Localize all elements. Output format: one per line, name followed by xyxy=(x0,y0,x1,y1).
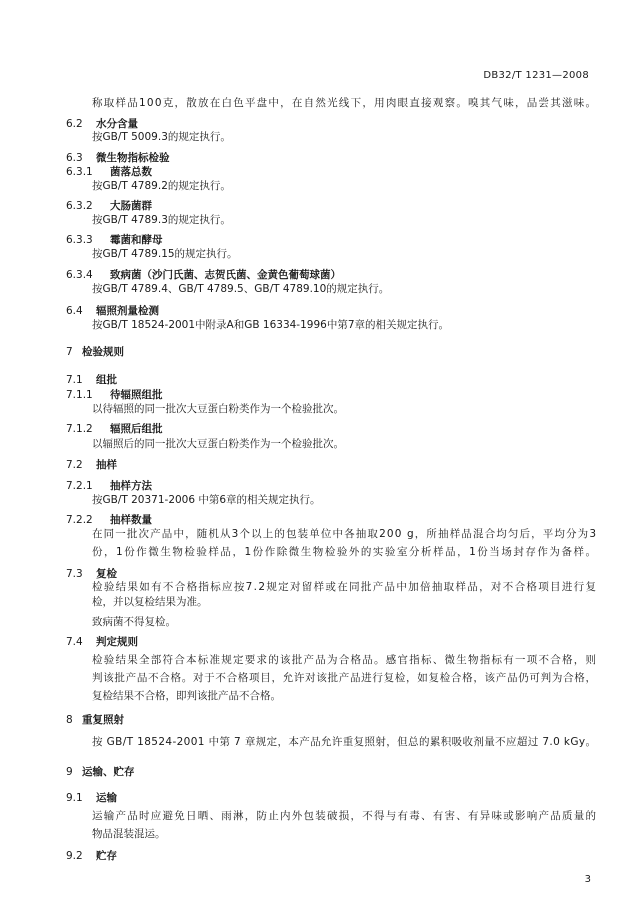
section-heading xyxy=(66,373,117,387)
body-text: 按GB/T 4789.2的规定执行。 xyxy=(92,180,231,192)
section-title: 抽样 xyxy=(96,459,117,471)
body-text: 按 GB/T 18524-2001 中第 7 章规定，本产品允许重复照射，但总的累积吸收剂量不应超过 7.0 kGy。 xyxy=(92,736,597,748)
body-text: 在同一批次产品中，随机从3个以上的包装单位中各抽取200 g，所抽样品混合均匀后，平均分为3 xyxy=(92,528,598,540)
section-heading xyxy=(66,422,163,436)
section-title: 辐照剂量检测 xyxy=(96,305,159,317)
section-title: 运输、贮存 xyxy=(82,766,135,778)
section-title: 运输 xyxy=(96,792,117,804)
page-number: 3 xyxy=(584,874,591,885)
section-title: 致病菌（沙门氏菌、志贺氏菌、金黄色葡萄球菌） xyxy=(110,269,341,281)
section-number: 6.3.2 xyxy=(66,200,93,212)
body-text: 按GB/T 18524-2001中附录A和GB 16334-1996中第7章的相关规定执行。 xyxy=(92,319,449,331)
paragraph-line xyxy=(92,179,231,193)
section-heading xyxy=(66,268,341,282)
section-title: 菌落总数 xyxy=(110,166,152,178)
section-number: 7.1.2 xyxy=(66,423,93,435)
section-title: 微生物指标检验 xyxy=(96,152,170,164)
body-text: 以待辐照的同一批次大豆蛋白粉类作为一个检验批次。 xyxy=(92,403,344,415)
standard-code: DB32/T 1231—2008 xyxy=(483,70,589,81)
paragraph-line xyxy=(92,595,208,609)
section-title: 检验规则 xyxy=(82,346,124,358)
paragraph-line xyxy=(92,96,597,110)
section-number: 7.2.2 xyxy=(66,514,93,526)
section-title: 复检 xyxy=(96,568,117,580)
section-number: 9.2 xyxy=(66,850,83,862)
section-number: 7.3 xyxy=(66,568,83,580)
body-text: 判该批产品不合格。对于不合格项目，允许对该批产品进行复检，如复检合格，该产品仍可判为合格， xyxy=(92,672,597,684)
section-heading xyxy=(66,233,163,247)
body-text: 称取样品100克，散放在白色平盘中，在自然光线下，用肉眼直接观察。嗅其气味，品尝其滋味。 xyxy=(92,97,598,109)
paragraph-line xyxy=(92,213,231,227)
section-number: 6.2 xyxy=(66,118,83,130)
body-text: 物品混装混运。 xyxy=(92,828,166,840)
paragraph-line xyxy=(92,130,231,144)
paragraph-line xyxy=(92,671,597,685)
section-title: 霉菌和酵母 xyxy=(110,234,163,246)
body-text: 按GB/T 20371-2006 中第6章的相关规定执行。 xyxy=(92,494,321,506)
section-heading xyxy=(66,479,152,493)
section-heading xyxy=(66,849,117,863)
section-heading xyxy=(66,304,159,318)
body-text: 致病菌不得复检。 xyxy=(92,616,176,628)
section-title: 组批 xyxy=(96,374,117,386)
body-text: 按GB/T 4789.4、GB/T 4789.5、GB/T 4789.10的规定执行。 xyxy=(92,283,390,295)
section-title: 重复照射 xyxy=(82,714,124,726)
section-heading xyxy=(66,388,163,402)
paragraph-line xyxy=(92,809,597,823)
paragraph-line xyxy=(92,735,596,749)
section-number: 7.4 xyxy=(66,636,83,648)
section-title: 辐照后组批 xyxy=(110,423,163,435)
section-title: 判定规则 xyxy=(96,636,138,648)
paragraph-line xyxy=(92,282,389,296)
section-heading xyxy=(66,635,138,649)
body-text: 按GB/T 5009.3的规定执行。 xyxy=(92,131,231,143)
section-heading xyxy=(66,165,152,179)
section-heading xyxy=(66,567,117,581)
section-number: 7.1 xyxy=(66,374,83,386)
body-text: 按GB/T 4789.15的规定执行。 xyxy=(92,248,238,260)
section-title: 水分含量 xyxy=(96,118,138,130)
section-title: 抽样方法 xyxy=(110,480,152,492)
paragraph-line xyxy=(92,545,598,559)
section-number: 7.2.1 xyxy=(66,480,93,492)
section-number: 7.2 xyxy=(66,459,83,471)
section-number: 6.4 xyxy=(66,305,83,317)
body-text: 检验结果如有不合格指标应按7.2规定对留样或在同批产品中加倍抽取样品，对不合格项目进行复 xyxy=(92,581,598,593)
section-number: 6.3.4 xyxy=(66,269,93,281)
body-text: 复检结果不合格，即判该批产品不合格。 xyxy=(92,690,281,702)
body-text: 份，1份作微生物检验样品，1份作除微生物检验外的实验室分析样品，1份当场封存作为备样。 xyxy=(92,546,598,558)
section-title: 待辐照组批 xyxy=(110,389,163,401)
body-text: 检，并以复检结果为准。 xyxy=(92,596,208,608)
section-heading xyxy=(66,117,138,131)
section-heading xyxy=(66,458,117,472)
section-title: 贮存 xyxy=(96,850,117,862)
section-heading xyxy=(66,791,117,805)
section-number: 6.3.1 xyxy=(66,166,93,178)
section-number: 9 xyxy=(66,766,73,778)
section-number: 6.3.3 xyxy=(66,234,93,246)
section-heading xyxy=(66,765,135,779)
body-text: 以辐照后的同一批次大豆蛋白粉类作为一个检验批次。 xyxy=(92,438,344,450)
paragraph-line xyxy=(92,437,344,451)
paragraph-line xyxy=(92,689,281,703)
section-heading xyxy=(66,513,152,527)
section-title: 抽样数量 xyxy=(110,514,152,526)
section-number: 9.1 xyxy=(66,792,83,804)
paragraph-line xyxy=(92,653,597,667)
body-text: 检验结果全部符合本标准规定要求的该批产品为合格品。感官指标、微生物指标有一项不合格，则 xyxy=(92,654,598,666)
paragraph-line xyxy=(92,827,166,841)
body-text: 按GB/T 4789.3的规定执行。 xyxy=(92,214,231,226)
paragraph-line xyxy=(92,402,344,416)
paragraph-line xyxy=(92,318,449,332)
paragraph-line xyxy=(92,580,597,594)
section-heading xyxy=(66,199,152,213)
section-heading xyxy=(66,345,124,359)
section-number: 7.1.1 xyxy=(66,389,93,401)
section-title: 大肠菌群 xyxy=(110,200,152,212)
section-number: 6.3 xyxy=(66,152,83,164)
paragraph-line xyxy=(92,493,321,507)
section-number: 8 xyxy=(66,714,73,726)
paragraph-line xyxy=(92,615,176,629)
section-number: 7 xyxy=(66,346,73,358)
section-heading xyxy=(66,151,170,165)
paragraph-line xyxy=(92,527,597,541)
paragraph-line xyxy=(92,247,238,261)
body-text: 运输产品时应避免日晒、雨淋，防止内外包装破损，不得与有毒、有害、有异味或影响产品质量的 xyxy=(92,810,598,822)
section-heading xyxy=(66,713,124,727)
